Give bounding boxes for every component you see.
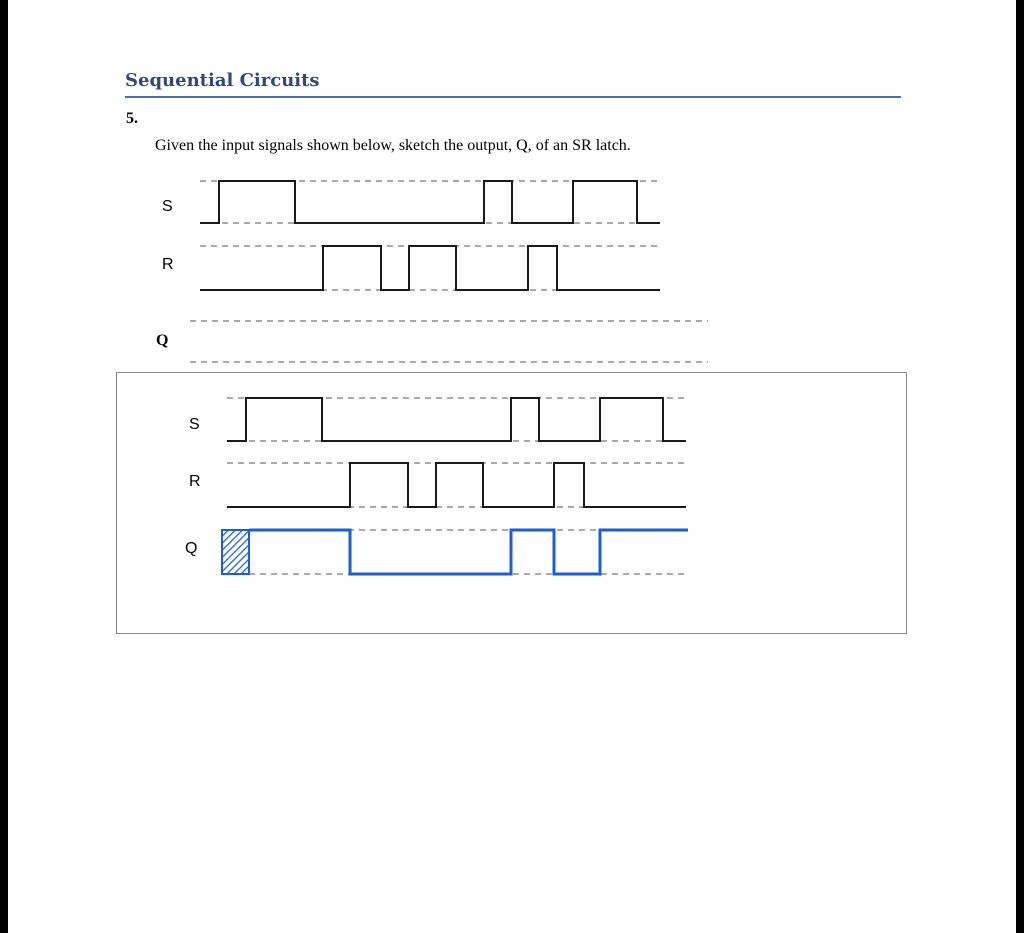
answer-q-label: Q [185, 540, 198, 557]
answer-r-waveform [227, 463, 686, 507]
document-page [8, 0, 1016, 933]
answer-r-label: R [189, 473, 201, 490]
r-signal-label: R [162, 256, 174, 273]
answer-s-waveform [227, 398, 686, 441]
q-output-waveform [249, 530, 688, 574]
question-prompt: Given the input signals shown below, sketch the output, Q, of an SR latch. [155, 137, 631, 154]
answer-timing-diagram [8, 0, 1016, 640]
q-signal-label: Q [156, 332, 169, 349]
s-signal-label: S [162, 198, 173, 215]
answer-s-label: S [189, 416, 200, 433]
q-unknown-state-hatch [222, 530, 249, 574]
section-title: Sequential Circuits [125, 70, 320, 91]
question-number: 5. [126, 110, 138, 127]
